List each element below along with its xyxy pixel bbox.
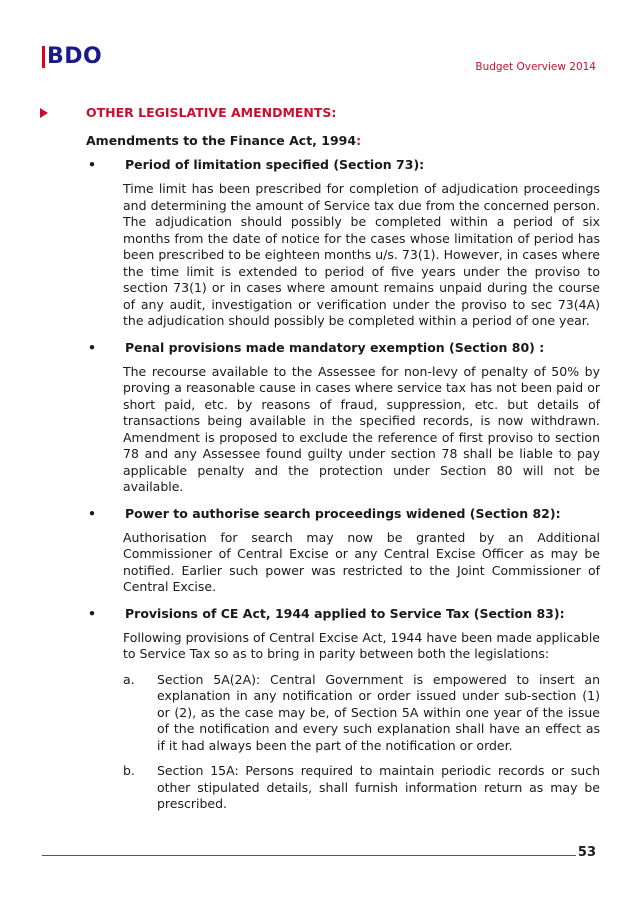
list-item-text: Section 15A: Persons required to maintain periodic records or such other stipulated details, shall furnish information return as may be prescribed.: [157, 763, 600, 811]
item-title: [86, 340, 600, 355]
bdo-logo: [42, 46, 102, 68]
item-title-text: Penal provisions made mandatory exemption (Section 80) :: [125, 339, 545, 355]
item-paragraph: The recourse available to the Assessee for non-levy of penalty of 50% by proving a reasonable cause in cases where service tax has not been paid or short paid, etc. by reasons of fraud, suppression, etc. but details of transactions being available in the specified records, is now withdrawn. Amendment is proposed to exclude the reference of first proviso to section 78 and any Assessee found guilty under section 78 shall be liable to pay applicable penalty and the protection under Section 80 will not be available.: [123, 363, 600, 494]
triangle-bullet-icon: [40, 108, 48, 118]
logo-text: BDO: [47, 44, 103, 69]
bullet-icon: •: [88, 605, 96, 621]
item-title-text: Period of limitation specified (Section 73):: [125, 157, 425, 172]
bullet-icon: •: [88, 157, 96, 172]
item-title-text: Provisions of CE Act, 1944 applied to Service Tax (Section 83):: [125, 605, 565, 621]
logo-red-bar: [42, 46, 45, 68]
page-content: [40, 105, 600, 823]
section-heading: [40, 105, 600, 120]
item-paragraph: Time limit has been prescribed for completion of adjudication proceedings and determining the amount of Service tax due from the concerned person. The adjudication should possibly be completed within a period of six months from the date of notice for the cases whose limitation of period has been prescribed to be eighteen months u/s. 73(1). However, in cases where the time limit is extended to period of five years under the proviso to section 73(1) or in cases where amount remains unpaid during the course of any audit, investigation or verification under the proviso to sec 73(4A) the adjudication should possibly be completed within a period of one year.: [123, 181, 600, 328]
list-marker: b.: [123, 763, 135, 778]
bullet-icon: •: [88, 339, 96, 355]
document-title: Budget Overview 2014: [475, 61, 596, 73]
lettered-list: [123, 672, 600, 813]
subheading-colon: :: [356, 133, 362, 148]
item-title-text: Power to authorise search proceedings widened (Section 82):: [125, 505, 561, 521]
amendment-item: [86, 506, 600, 596]
item-paragraph: Authorisation for search may now be granted by an Additional Commissioner of Central Excise or any Central Excise Officer as may be notified. Earlier such power was restricted to the Joint Commissioner of Central Excise.: [123, 529, 600, 594]
item-title: [86, 506, 600, 521]
list-item: [123, 763, 600, 813]
item-paragraph: Following provisions of Central Excise Act, 1944 have been made applicable to Service Tax so as to bring in parity between both the legislations:: [123, 629, 600, 661]
amendment-item: [86, 606, 600, 813]
footer-divider: [42, 855, 576, 856]
subheading-text: Amendments to the Finance Act, 1994: [86, 133, 357, 148]
subheading: [86, 133, 600, 148]
item-title: [86, 157, 600, 172]
bullet-icon: •: [88, 505, 96, 521]
list-marker: a.: [123, 671, 135, 687]
list-item: [123, 672, 600, 755]
list-item-text: Section 5A(2A): Central Government is empowered to insert an explanation in any notification or order issued under sub-section (1) or (2), as the case may be, of Section 5A within one year of the issue of the notification and every such explanation shall have an effect as if it had always been the part of the notification or order.: [157, 671, 600, 753]
item-title: [86, 606, 600, 621]
section-heading-text: OTHER LEGISLATIVE AMENDMENTS:: [86, 105, 337, 120]
amendment-item: [86, 157, 600, 330]
page-number: 53: [577, 845, 596, 860]
amendment-item: [86, 340, 600, 496]
